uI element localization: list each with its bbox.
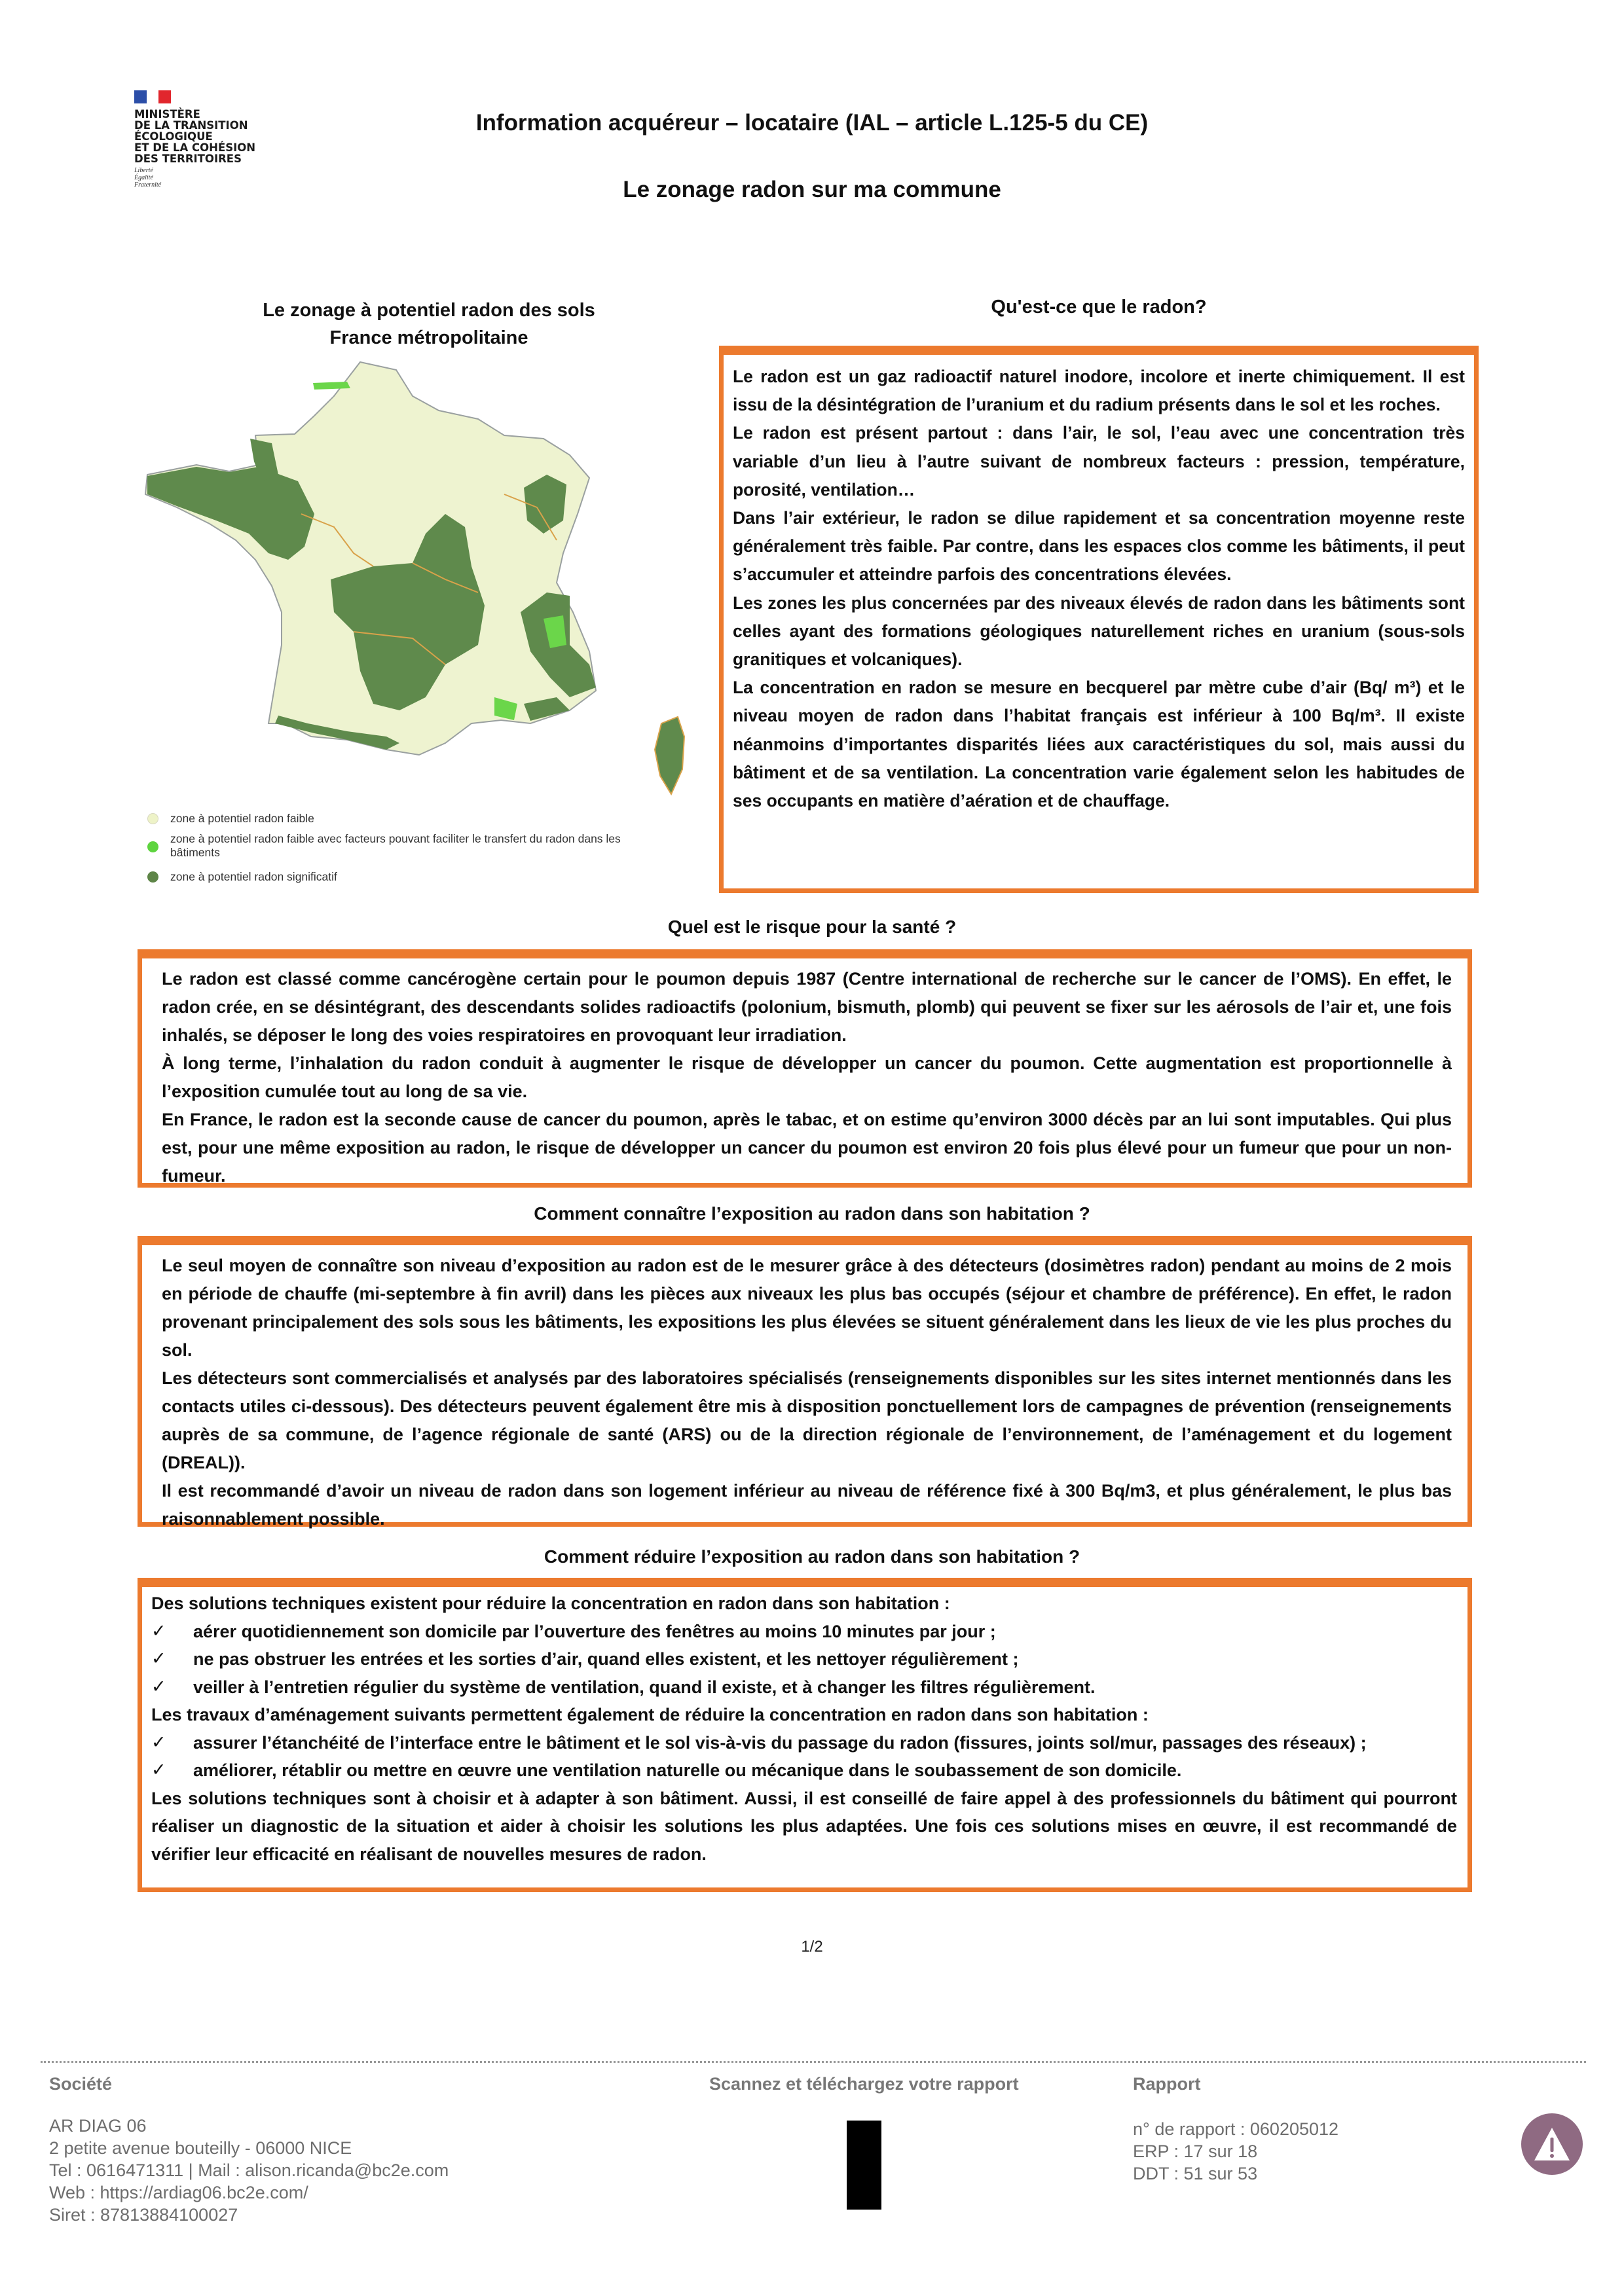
map-zone-brittany bbox=[147, 467, 314, 560]
list-item: ✓ ne pas obstruer les entrées et les sorties d’air, quand elles existent, et les nettoyer régulièrement ; bbox=[151, 1645, 1457, 1673]
company-contact: Tel : 0616471311 | Mail : alison.ricanda@bc2e.com bbox=[49, 2160, 449, 2180]
section-heading-what-is-radon: Qu'est-ce que le radon? bbox=[991, 297, 1207, 318]
map-legend bbox=[147, 812, 710, 890]
checkmark-icon: ✓ bbox=[151, 1732, 166, 1753]
health-risk-box bbox=[138, 949, 1472, 1188]
map-title bbox=[141, 297, 717, 352]
legend-label-low: zone à potentiel radon faible bbox=[170, 812, 314, 825]
paragraph: Les détecteurs sont commercialisés et analysés par des laboratoires spécialisés (renseignements disponibles sur les sites internet mentionnés dans les contacts utiles ci-dessous). Des détecteurs peuvent également être mis à disposition ponctuellement lors de campagnes de prévention (renseignements auprès de sa commune, de l’agence régionale de santé (ARS) ou de la direction régionale de l’environnement, de l’aménagement et du logement (DREAL)). bbox=[162, 1368, 1452, 1472]
footer-report-info bbox=[1133, 2118, 1338, 2185]
report-erp: ERP : 17 sur 18 bbox=[1133, 2141, 1258, 2161]
checkmark-icon: ✓ bbox=[151, 1649, 166, 1669]
page-subtitle: Le zonage radon sur ma commune bbox=[623, 177, 1001, 202]
section-heading-reduce-exposure: Comment réduire l’exposition au radon dans son habitation ? bbox=[544, 1546, 1080, 1567]
paragraph: Le radon est un gaz radioactif naturel inodore, incolore et inerte chimiquement. Il est issu de la désintégration de l’uranium et du radium présents dans le sol et les roches. bbox=[733, 367, 1465, 415]
what-is-radon-box bbox=[719, 346, 1479, 893]
list-item: ✓ améliorer, rétablir ou mettre en œuvre une ventilation naturelle ou mécanique dans le soubassement de son domicile. bbox=[151, 1757, 1457, 1785]
report-number: n° de rapport : 060205012 bbox=[1133, 2119, 1339, 2139]
legend-swatch-low bbox=[147, 813, 158, 824]
report-ddt: DDT : 51 sur 53 bbox=[1133, 2164, 1258, 2183]
section-heading-health-risk: Quel est le risque pour la santé ? bbox=[667, 917, 957, 937]
checkmark-icon: ✓ bbox=[151, 1620, 166, 1641]
company-name: AR DIAG 06 bbox=[49, 2116, 147, 2136]
paragraph: Il est recommandé d’avoir un niveau de radon dans son logement inférieur au niveau de référence fixé à 300 Bq/m3, et plus généralement, le plus bas raisonnablement possible. bbox=[162, 1481, 1452, 1529]
legend-swatch-medium bbox=[147, 841, 158, 852]
section-heading-know-exposure: Comment connaître l’exposition au radon dans son habitation ? bbox=[534, 1203, 1090, 1224]
footer-report-heading: Rapport bbox=[1133, 2074, 1201, 2094]
footer-scan-heading: Scannez et téléchargez votre rapport bbox=[709, 2074, 1019, 2094]
list-item: ✓ aérer quotidiennement son domicile par l’ouverture des fenêtres au moins 10 minutes par jour ; bbox=[151, 1618, 1457, 1646]
qr-code[interactable] bbox=[847, 2121, 881, 2210]
paragraph: À long terme, l’inhalation du radon conduit à augmenter le risque de développer un cancer du poumon. Cette augmentation est proportionnelle à l’exposition cumulée tout au long de sa vie. bbox=[162, 1053, 1452, 1101]
paragraph: Le radon est classé comme cancérogène certain pour le poumon depuis 1987 (Centre international de recherche sur le cancer de l’OMS). En effet, le radon crée, en se désintégrant, des descendants solides radioactifs (polonium, bismuth, plomb) qui peuvent se fixer sur les aérosols de l’air et, une fois inhalés, se déposer le long des voies respiratoires en provoquant leur irradiation. bbox=[162, 969, 1452, 1045]
france-map-image bbox=[138, 357, 714, 809]
map-title-line2: France métropolitaine bbox=[329, 327, 528, 348]
list-item: ✓ veiller à l’entretien régulier du système de ventilation, quand il existe, et à changer les filtres régulièrement. bbox=[151, 1673, 1457, 1702]
legend-label-high: zone à potentiel radon significatif bbox=[170, 870, 337, 883]
paragraph: La concentration en radon se mesure en becquerel par mètre cube d’air (Bq/ m³) et le niveau moyen de radon dans l’habitat français est inférieur à 100 Bq/m³. Il existe néanmoins d’importantes disparités liées aux caractéristiques du sol, mais aussi du bâtiment et de sa ventilation. La concentration varie également selon les habitudes de ses occupants en matière d’aération et de chauffage. bbox=[733, 678, 1465, 811]
intro-text: Les travaux d’aménagement suivants permettent également de réduire la concentration en radon dans son habitation : bbox=[151, 1705, 1149, 1724]
map-corsica bbox=[655, 717, 684, 794]
company-address: 2 petite avenue bouteilly - 06000 NICE bbox=[49, 2138, 352, 2158]
page-number: 1/2 bbox=[801, 1938, 823, 1956]
page-title: Information acquéreur – locataire (IAL – article L.125-5 du CE) bbox=[475, 110, 1149, 136]
checkmark-icon: ✓ bbox=[151, 1760, 166, 1780]
list-item: ✓ assurer l’étanchéité de l’interface entre le bâtiment et le sol vis-à-vis du passage du radon (fissures, joints sol/mur, passages des réseaux) ; bbox=[151, 1729, 1457, 1757]
know-exposure-box bbox=[138, 1236, 1472, 1527]
intro-text: Des solutions techniques existent pour réduire la concentration en radon dans son habitation : bbox=[151, 1594, 950, 1613]
paragraph: Le seul moyen de connaître son niveau d’exposition au radon est de le mesurer grâce à des détecteurs (dosimètres radon) pendant au moins de 2 mois en période de chauffe (mi-septembre à fin avril) dans les pièces aux niveaux les plus bas occupés (séjour et chambre de préférence). En effet, le radon provenant principalement des sols sous les bâtiments, les expositions les plus élevées se situent généralement dans les lieux de vie les plus proches du sol. bbox=[162, 1256, 1452, 1360]
legend-swatch-high bbox=[147, 871, 158, 883]
warning-glyph bbox=[1532, 2126, 1572, 2162]
footer-company-heading: Société bbox=[49, 2074, 113, 2094]
warning-triangle-icon bbox=[1521, 2113, 1583, 2175]
legend-item-medium bbox=[147, 832, 710, 860]
paragraph: Le radon est présent partout : dans l’air, le sol, l’eau avec une concentration très variable d’un lieu à l’autre suivant de nombreux facteurs : pression, température, porosité, ventilation… bbox=[733, 423, 1465, 500]
paragraph: Les zones les plus concernées par des niveaux élevés de radon dans les bâtiments sont celles ayant des formations géologiques naturellement riches en uranium (sous-sols granitiques et volcaniques). bbox=[733, 592, 1465, 670]
company-siret: Siret : 87813884100027 bbox=[49, 2205, 238, 2225]
radon-zoning-map bbox=[138, 357, 714, 809]
legend-label-medium: zone à potentiel radon faible avec facteurs pouvant faciliter le transfert du radon dans les bâtiments bbox=[170, 832, 621, 859]
reduce-exposure-box bbox=[138, 1578, 1472, 1892]
footer-company-info bbox=[49, 2115, 449, 2226]
paragraph: Dans l’air extérieur, le radon se dilue rapidement et sa concentration moyenne reste généralement très faible. Par contre, dans les espaces clos comme les bâtiments, il peut s’accumuler et atteindre parfois des concentrations élevées. bbox=[733, 508, 1465, 585]
ministry-logo bbox=[134, 90, 304, 189]
conclusion-text: Les solutions techniques sont à choisir et à adapter à son bâtiment. Aussi, il est conseillé de faire appel à des professionnels du bâtiment qui pourront réaliser un diagnostic de la situation et aider à choisir les solutions les plus adaptées. Une fois ces solutions mises en œuvre, il est recommandé de vérifier leur efficacité en réalisant de nouvelles mesures de radon. bbox=[151, 1788, 1457, 1864]
map-title-line1: Le zonage à potentiel radon des sols bbox=[263, 300, 595, 321]
legend-item-low bbox=[147, 812, 710, 826]
ministry-motto: Liberté Égalité Fraternité bbox=[134, 167, 162, 189]
checkmark-icon: ✓ bbox=[151, 1676, 166, 1697]
french-flag-icon bbox=[134, 90, 171, 103]
map-zone-north bbox=[313, 382, 350, 390]
legend-item-high bbox=[147, 870, 710, 884]
company-website[interactable]: Web : https://ardiag06.bc2e.com/ bbox=[49, 2183, 308, 2202]
paragraph: En France, le radon est la seconde cause de cancer du poumon, après le tabac, et on estime qu’environ 3000 décès par an lui sont imputables. Qui plus est, pour une même exposition au radon, le risque de développer un cancer du poumon est environ 20 fois plus élevé pour un fumeur que pour un non-fumeur. bbox=[162, 1110, 1452, 1186]
footer-divider bbox=[41, 2061, 1586, 2063]
ministry-name: MINISTÈRE DE LA TRANSITION ÉCOLOGIQUE ET DE LA COHÉSION DES TERRITOIRES bbox=[134, 108, 256, 165]
